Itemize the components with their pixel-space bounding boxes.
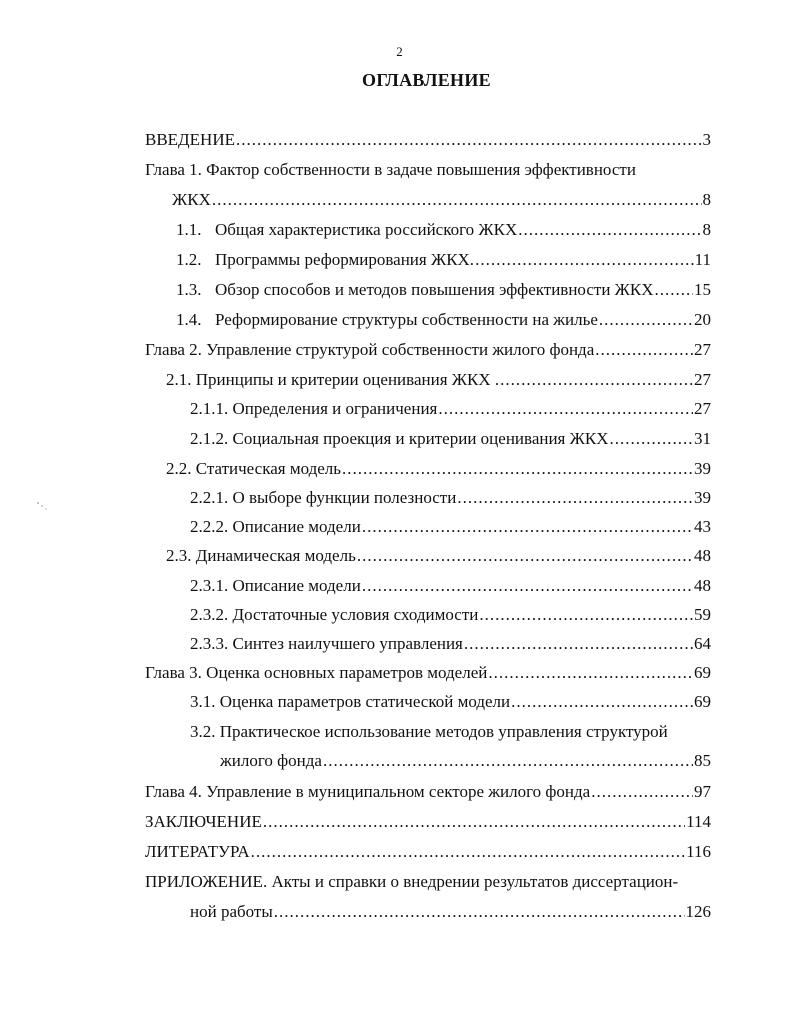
dot-leader (500, 368, 693, 392)
toc-entry-page: 116 (686, 842, 711, 861)
toc-entry-appendix[interactable] (190, 900, 711, 924)
toc-entry-3-2[interactable] (220, 749, 711, 773)
toc-entry-label: ЗАКЛЮЧЕНИЕ (145, 812, 262, 831)
toc-entry-literature[interactable] (145, 840, 711, 864)
toc-entry-page: 43 (694, 517, 711, 536)
toc-entry-label: 2.3.1. Описание модели (190, 576, 361, 595)
toc-entry-label: Глава 3. Оценка основных параметров моделей (145, 663, 488, 682)
toc-entry-label: Обзор способов и методов повышения эффективности ЖКХ (215, 280, 654, 299)
toc-entry-label: жилого фонда (220, 751, 322, 770)
toc-entry-page: 39 (694, 488, 711, 507)
toc-entry-label: 2.2.1. О выборе функции полезности (190, 488, 457, 507)
toc-entry-page: 27 (694, 399, 711, 418)
scan-specks (36, 500, 50, 514)
toc-entry-3-2-line1[interactable]: 3.2. Практическое использование методов управления структурой (190, 722, 668, 741)
toc-entry-label: 3.1. Оценка параметров статической модели (190, 692, 511, 711)
toc-entry-appendix-line1[interactable]: ПРИЛОЖЕНИЕ. Акты и справки о внедрении результатов диссертацион- (145, 872, 679, 891)
toc-entry-1-1[interactable] (176, 218, 711, 242)
toc-entry-page: 126 (685, 902, 711, 921)
toc-entry-2-1-1[interactable] (190, 397, 711, 421)
dot-leader (511, 690, 693, 714)
section-number: 1.4. (176, 310, 202, 329)
toc-entry-page: 59 (694, 605, 711, 624)
toc-entry-page: 48 (694, 546, 711, 565)
toc-entry-2-3-3[interactable] (190, 632, 711, 656)
toc-entry-chapter4[interactable] (145, 780, 711, 804)
toc-entry-page: 31 (694, 429, 711, 448)
toc-entry-label: Программы реформирования ЖКХ. (215, 250, 475, 269)
speck (41, 505, 42, 506)
toc-entry-2-2-2[interactable] (190, 515, 711, 539)
toc-entry-page: 69 (694, 692, 711, 711)
dot-leader (342, 457, 693, 481)
toc-entry-label: Глава 2. Управление структурой собственности жилого фонда (145, 340, 595, 359)
toc-entry-label: ВВЕДЕНИЕ (145, 130, 235, 149)
toc-entry-2-1-2[interactable] (190, 427, 711, 451)
dot-leader (251, 840, 686, 864)
dot-leader (362, 574, 693, 598)
toc-entry-label: 2.3.3. Синтез наилучшего управления (190, 634, 463, 653)
speck (45, 508, 46, 509)
section-number: 1.3. (176, 280, 202, 299)
toc-entry-2-2[interactable] (166, 457, 711, 481)
toc-entry-conclusion[interactable] (145, 810, 711, 834)
toc-entry-page: 48 (694, 576, 711, 595)
dot-leader (464, 632, 693, 656)
dot-leader (323, 749, 693, 773)
dot-leader (263, 810, 685, 834)
dot-leader (438, 397, 693, 421)
toc-entry-page: 20 (694, 310, 711, 329)
toc-entry-3-1[interactable] (190, 690, 711, 714)
dot-leader (212, 188, 702, 212)
toc-entry-page: 15 (694, 280, 711, 299)
speck (37, 502, 39, 504)
dot-leader (518, 218, 701, 242)
toc-entry-page: 8 (702, 220, 711, 239)
dot-leader (609, 427, 693, 451)
toc-entry-label: ЛИТЕРАТУРА (145, 842, 250, 861)
toc-entry-label: Глава 4. Управление в муниципальном секторе жилого фонда (145, 782, 591, 801)
toc-entry-2-2-1[interactable] (190, 486, 711, 510)
section-number: 1.2. (176, 250, 202, 269)
dot-leader (488, 661, 693, 685)
dot-leader (457, 486, 693, 510)
toc-entry-label: Реформирование структуры собственности на жилье (215, 310, 598, 329)
toc-entry-chapter1-line1[interactable]: Глава 1. Фактор собственности в задаче повышения эффективности (145, 160, 636, 179)
toc-entry-page: 8 (702, 190, 711, 209)
toc-entry-chapter1[interactable] (172, 188, 711, 212)
toc-entry-label: 2.2.2. Описание модели (190, 517, 361, 536)
toc-entry-label: 2.2. Статическая модель (166, 459, 342, 478)
toc-entry-label: 2.1.2. Социальная проекция и критерии оценивания ЖКХ (190, 429, 609, 448)
toc-entry-2-3[interactable] (166, 544, 711, 568)
dot-leader (274, 900, 685, 924)
toc-entry-page: 114 (686, 812, 711, 831)
toc-entry-2-1[interactable] (166, 368, 711, 392)
toc-entry-page: 11 (694, 250, 711, 269)
dot-leader (362, 515, 693, 539)
toc-entry-chapter3[interactable] (145, 661, 711, 685)
toc-entry-page: 39 (694, 459, 711, 478)
toc-entry-label: 2.1.1. Определения и ограничения (190, 399, 438, 418)
toc-entry-page: 64 (694, 634, 711, 653)
toc-entry-1-2[interactable] (176, 248, 711, 272)
toc-entry-1-4[interactable] (176, 308, 711, 332)
toc-entry-2-3-1[interactable] (190, 574, 711, 598)
toc-entry-label: 2.3.2. Достаточные условия сходимости (190, 605, 479, 624)
toc-entry-label: Общая характеристика российского ЖКХ (215, 220, 518, 239)
toc-entry-2-3-2[interactable] (190, 603, 711, 627)
toc-entry-intro[interactable] (145, 128, 711, 152)
section-number: 1.1. (176, 220, 202, 239)
toc-entry-page: 69 (694, 663, 711, 682)
toc-title: ОГЛАВЛЕНИЕ (362, 70, 491, 90)
toc-entry-chapter2[interactable] (145, 338, 711, 362)
dot-leader (357, 544, 693, 568)
dot-leader (236, 128, 702, 152)
toc-entry-label: ной работы (190, 902, 273, 921)
dot-leader (599, 308, 693, 332)
toc-entry-page: 27 (694, 370, 711, 389)
toc-entry-label: ЖКХ (172, 190, 211, 209)
toc-entry-page: 97 (694, 782, 711, 801)
dot-leader (475, 248, 694, 272)
dot-leader (591, 780, 693, 804)
toc-entry-label: 2.1. Принципы и критерии оценивания ЖКХ . (166, 370, 500, 389)
toc-entry-page: 27 (694, 340, 711, 359)
toc-entry-1-3[interactable] (176, 278, 711, 302)
dot-leader (595, 338, 693, 362)
toc-entry-page: 85 (694, 751, 711, 770)
dot-leader (655, 278, 693, 302)
toc-entry-page: 3 (702, 130, 711, 149)
toc-entry-label: 2.3. Динамическая модель (166, 546, 356, 565)
page-number: 2 (396, 44, 403, 59)
dot-leader (479, 603, 693, 627)
